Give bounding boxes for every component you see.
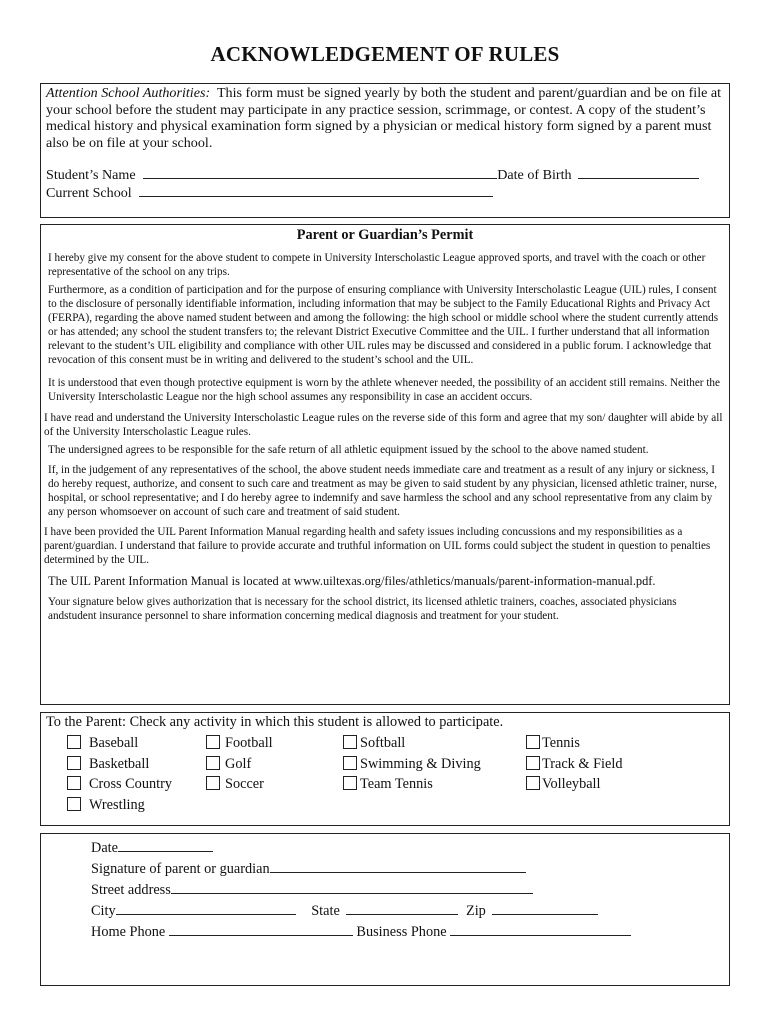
checkbox[interactable] (67, 776, 81, 790)
dob-field[interactable] (578, 166, 699, 179)
manual-location: The UIL Parent Information Manual is located at www.uiltexas.org/files/athletics/manuals/parent-information-manual.pdf. (48, 574, 656, 588)
signature-row (91, 859, 729, 880)
manual-paragraph: I have been provided the UIL Parent Information Manual regarding health and safety issues including concussions and my responsibilities as a parent/guardian. I understand that failure to provide accurate and truthful information on UIL forms could subject the student in question to penalties determined by the UIL. (44, 526, 711, 566)
checkbox[interactable] (206, 735, 220, 749)
checkbox[interactable] (343, 776, 357, 790)
checkbox[interactable] (343, 756, 357, 770)
activities-list (46, 733, 724, 825)
permit-heading: Parent or Guardian’s Permit (296, 227, 474, 243)
authorization-paragraph: Your signature below gives authorization that is necessary for the school district, its licensed athletic trainers, coaches, associated physicians andstudent insurance personnel to share information concerning medical diagnosis and treatment for your student. (48, 596, 677, 622)
activities-section (40, 712, 730, 826)
current-school-row (46, 184, 724, 202)
attention-notice (46, 85, 724, 151)
activity-football[interactable]: Football (206, 735, 273, 752)
signature-label: Signature of parent or guardian (91, 861, 270, 877)
state-field[interactable] (346, 902, 458, 915)
attention-label: Attention School Authorities: (46, 85, 211, 101)
equipment-paragraph: It is understood that even though protective equipment is worn by the athlete whenever needed, the possibility of an accident still remains. Neither the University Interscholastic League nor the high school assumes any responsibility in case an accident occurs. (48, 377, 720, 403)
activities-heading: To the Parent: Check any activity in which this student is allowed to participate. (46, 714, 504, 730)
activity-wrestling[interactable]: Wrestling (67, 797, 145, 814)
activity-team-tennis[interactable]: Team Tennis (343, 776, 433, 793)
date-label: Date (91, 840, 118, 856)
activity-golf[interactable]: Golf (206, 756, 251, 773)
checkbox[interactable] (343, 735, 357, 749)
checkbox[interactable] (526, 776, 540, 790)
city-state-zip-row (91, 901, 729, 922)
business-phone-field[interactable] (450, 923, 631, 936)
activity-softball[interactable]: Softball (343, 735, 405, 752)
return-equipment-paragraph: The undersigned agrees to be responsible for the safe return of all athletic equipment issued by the school to the above named student. (48, 444, 649, 456)
permit-section (40, 224, 730, 705)
activity-cross-country[interactable]: Cross Country (67, 776, 172, 793)
phone-row (91, 922, 729, 943)
activity-baseball[interactable]: Baseball (67, 735, 138, 752)
attention-text: This form must be signed yearly by both the student and parent/guardian and be on file at your school before the student may participate in any practice session, scrimmage, or contest. A copy of the student’s medical history and physical examination form signed by a physician or medical history form signed by a parent must also be on file at your school. (46, 85, 722, 151)
student-name-row (46, 166, 724, 184)
date-field[interactable] (118, 839, 213, 852)
student-name-label: Student’s Name (46, 167, 136, 183)
activity-track-field[interactable]: Track & Field (526, 756, 623, 773)
home-phone-field[interactable] (169, 923, 353, 936)
zip-label: Zip (465, 903, 486, 919)
activity-basketball[interactable]: Basketball (67, 756, 149, 773)
rules-paragraph: I have read and understand the University Interscholastic League rules on the reverse side of this form and agree that my son/ daughter will abide by all of the University Interscholastic League rules. (44, 412, 723, 438)
dob-label: Date of Birth (497, 167, 572, 183)
business-phone-label: Business Phone (356, 924, 447, 940)
street-field[interactable] (171, 881, 533, 894)
checkbox[interactable] (526, 756, 540, 770)
consent-paragraph: I hereby give my consent for the above student to compete in University Interscholastic League approved sports, and travel with the coach or other representative of the school on any trips. (48, 252, 706, 278)
activity-swimming-diving[interactable]: Swimming & Diving (343, 756, 481, 773)
medical-care-paragraph: If, in the judgement of any representatives of the school, the above student needs immediate care and treatment as a result of any injury or sickness, I do hereby request, authorize, and consent to such care and treatment as may be given to said student by any physician, licensed athletic trainer, nurse, hospital, or school representative; and I do hereby agree to indemnify and save harmless the school and any school representative from any claim by any person whomsoever on account of such care and treatment of said student. (48, 464, 718, 518)
signature-field[interactable] (270, 860, 526, 873)
date-row (91, 838, 729, 859)
current-school-field[interactable] (139, 184, 493, 197)
home-phone-label: Home Phone (91, 924, 166, 940)
city-field[interactable] (116, 902, 296, 915)
checkbox[interactable] (206, 756, 220, 770)
street-row (91, 880, 729, 901)
city-label: City (91, 903, 116, 919)
checkbox[interactable] (206, 776, 220, 790)
current-school-label: Current School (46, 185, 132, 201)
checkbox[interactable] (67, 756, 81, 770)
checkbox[interactable] (526, 735, 540, 749)
checkbox[interactable] (67, 735, 81, 749)
signature-section (40, 833, 730, 986)
checkbox[interactable] (67, 797, 81, 811)
activity-soccer[interactable]: Soccer (206, 776, 264, 793)
ferpa-paragraph: Furthermore, as a condition of participation and for the purpose of ensuring compliance with University Interscholastic League (UIL) rules, I consent to the disclosure of personally identifiable information, including information that may be subject to the Family Educational Rights and Privacy Act (FERPA), regarding the above named student between and among the following: the high school or middle school where the student currently attends or has attended; any school the student transfers to; the relevant District Executive Committee and the UIL. I further understand that all information relevant to the student’s UIL eligibility and compliance with other UIL rules may be discussed and considered in a public forum. I acknowledge that revocation of this consent must be in writing and delivered to the student’s school and the UIL. (48, 284, 719, 366)
student-name-field[interactable] (143, 166, 497, 179)
street-label: Street address (91, 882, 171, 898)
activity-tennis[interactable]: Tennis (526, 735, 580, 752)
attention-section (40, 83, 730, 218)
activity-volleyball[interactable]: Volleyball (526, 776, 601, 793)
state-label: State (311, 903, 340, 919)
page-title: ACKNOWLEDGEMENT OF RULES (210, 42, 560, 66)
zip-field[interactable] (492, 902, 598, 915)
